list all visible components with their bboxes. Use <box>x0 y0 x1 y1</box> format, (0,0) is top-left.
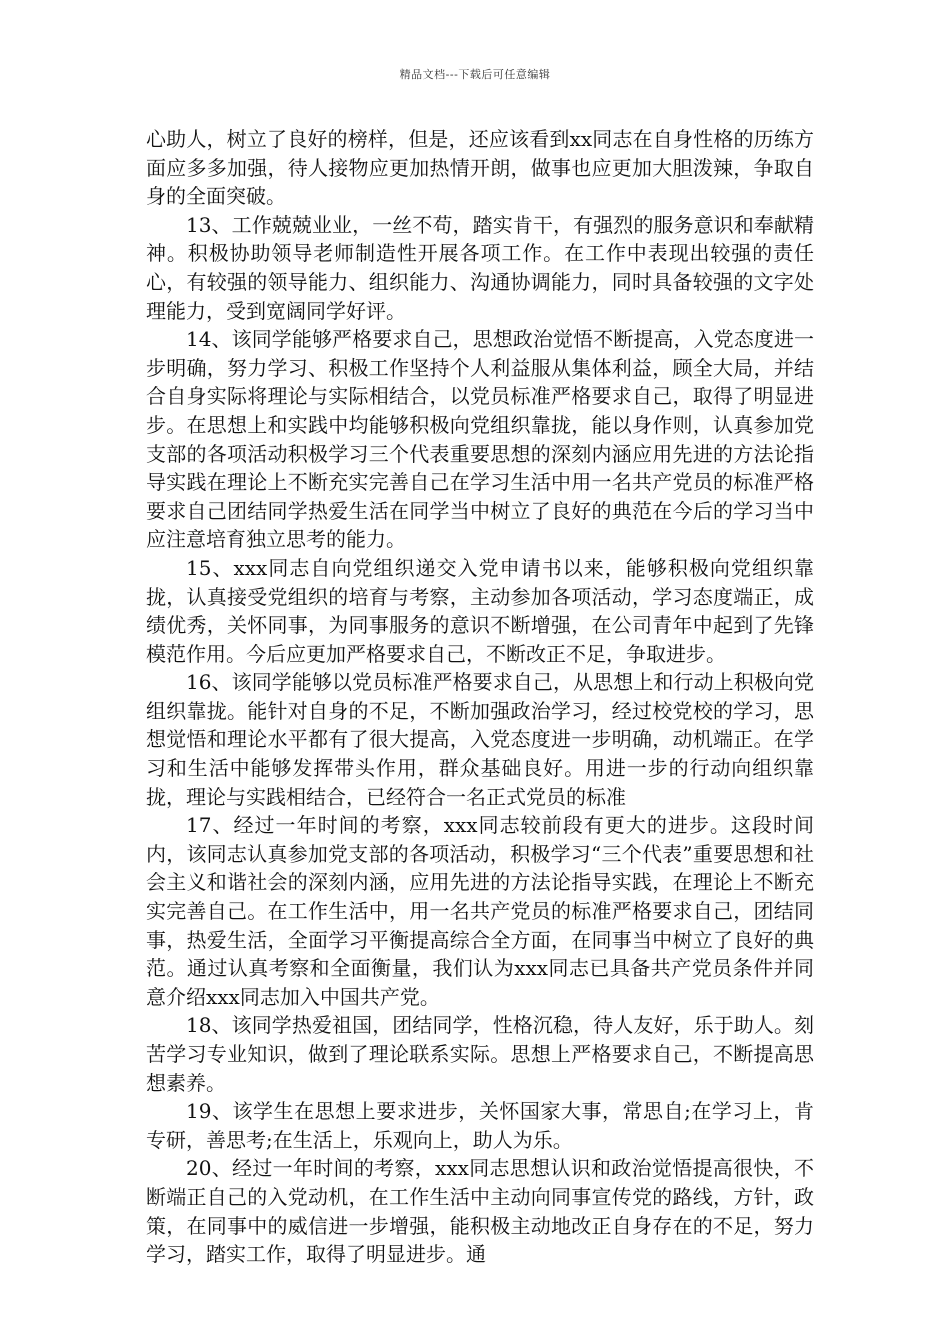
paragraph-16: 16、该同学能够以党员标准严格要求自己，从思想上和行动上积极向党组织靠拢。能针对自身的不足，不断加强政治学习，经过校党校的学习，思想觉悟和理论水平都有了很大提高，入党态度进一步明确，动机端正。在学习和生活中能够发挥带头作用，群众基础良好。用进一步的行动向组织靠拢，理论与实践相结合，已经符合一名正式党员的标准 <box>146 670 814 809</box>
document-body <box>146 125 814 1269</box>
paragraph-20: 20、经过一年时间的考察，xxx同志思想认识和政治觉悟提高很快，不断端正自己的入党动机，在工作生活中主动向同事宣传党的路线，方针，政策，在同事中的威信进一步增强，能积极主动地改正自身存在的不足，努力学习，踏实工作，取得了明显进步。通 <box>146 1156 814 1267</box>
paragraph-13: 13、工作兢兢业业，一丝不苟，踏实肯干，有强烈的服务意识和奉献精神。积极协助领导老师制造性开展各项工作。在工作中表现出较强的责任心，有较强的领导能力、组织能力、沟通协调能力，同时具备较强的文字处理能力，受到宽阔同学好评。 <box>146 212 814 323</box>
paragraph-continued: 心助人，树立了良好的榜样，但是，还应该看到xx同志在自身性格的历练方面应多多加强，待人接物应更加热情开朗，做事也应更加大胆泼辣，争取自身的全面突破。 <box>146 127 814 209</box>
paragraph-15: 15、xxx同志自向党组织递交入党申请书以来，能够积极向党组织靠拢，认真接受党组织的培育与考察，主动参加各项活动，学习态度端正，成绩优秀，关怀同事，为同事服务的意识不断增强，在公司青年中起到了先锋模范作用。今后应更加严格要求自己，不断改正不足，争取进步。 <box>146 555 814 666</box>
paragraph-17: 17、经过一年时间的考察，xxx同志较前段有更大的进步。这段时间内，该同志认真参加党支部的各项活动，积极学习“三个代表”重要思想和社会主义和谐社会的深刻内涵，应用先进的方法论指导实践，在理论上不断充实完善自己。在工作生活中，用一名共产党员的标准严格要求自己，团结同事，热爱生活，全面学习平衡提高综合全方面，在同事当中树立了良好的典范。通过认真考察和全面衡量，我们认为xxx同志已具备共产党员条件并同意介绍xxx同志加入中国共产党。 <box>146 813 814 1009</box>
paragraph-19: 19、该学生在思想上要求进步，关怀国家大事，常思自;在学习上，肯专研，善思考;在生活上，乐观向上，助人为乐。 <box>146 1099 814 1152</box>
paragraph-18: 18、该同学热爱祖国，团结同学，性格沉稳，待人友好，乐于助人。刻苦学习专业知识，做到了理论联系实际。思想上严格要求自己，不断提高思想素养。 <box>146 1013 814 1095</box>
paragraph-14: 14、该同学能够严格要求自己，思想政治觉悟不断提高，入党态度进一步明确，努力学习、积极工作坚持个人利益服从集体利益，顾全大局，并结合自身实际将理论与实际相结合，以党员标准严格要求自己，取得了明显进步。在思想上和实践中均能够积极向党组织靠拢，能以身作则，认真参加党支部的各项活动积极学习三个代表重要思想的深刻内涵应用先进的方法论指导实践在理论上不断充实完善自己在学习生活中用一名共产党员的标准严格要求自己团结同学热爱生活在同学当中树立了良好的典范在今后的学习当中应注意培育独立思考的能力。 <box>146 327 814 552</box>
page-header: 精品文档---下载后可任意编辑 <box>399 68 551 81</box>
